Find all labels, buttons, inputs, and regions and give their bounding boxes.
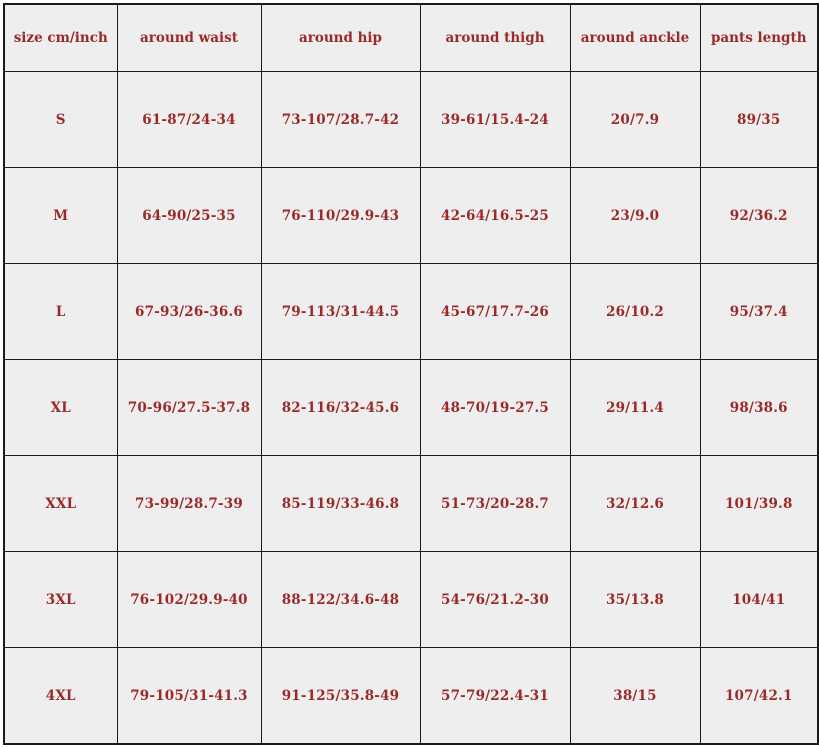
waist-cell: 67-93/26-36.6	[117, 264, 261, 360]
header-size: size cm/inch	[4, 4, 117, 72]
header-waist: around waist	[117, 4, 261, 72]
pants-length-cell: 107/42.1	[700, 648, 818, 745]
table-row	[4, 264, 818, 360]
thigh-cell: 57-79/22.4-31	[420, 648, 570, 745]
pants-length-cell: 101/39.8	[700, 456, 818, 552]
thigh-cell: 45-67/17.7-26	[420, 264, 570, 360]
ankle-cell: 38/15	[570, 648, 700, 745]
ankle-cell: 32/12.6	[570, 456, 700, 552]
header-pants-length: pants length	[700, 4, 818, 72]
ankle-cell: 26/10.2	[570, 264, 700, 360]
waist-cell: 73-99/28.7-39	[117, 456, 261, 552]
thigh-cell: 42-64/16.5-25	[420, 168, 570, 264]
size-label: XXL	[4, 456, 117, 552]
table-row	[4, 648, 818, 745]
waist-cell: 64-90/25-35	[117, 168, 261, 264]
thigh-cell: 48-70/19-27.5	[420, 360, 570, 456]
thigh-cell: 51-73/20-28.7	[420, 456, 570, 552]
header-hip: around hip	[261, 4, 420, 72]
waist-cell: 70-96/27.5-37.8	[117, 360, 261, 456]
size-label: XL	[4, 360, 117, 456]
table-row	[4, 456, 818, 552]
thigh-cell: 54-76/21.2-30	[420, 552, 570, 648]
table-row	[4, 168, 818, 264]
ankle-cell: 35/13.8	[570, 552, 700, 648]
pants-length-cell: 98/38.6	[700, 360, 818, 456]
table-row	[4, 360, 818, 456]
ankle-cell: 29/11.4	[570, 360, 700, 456]
pants-length-cell: 89/35	[700, 72, 818, 168]
waist-cell: 76-102/29.9-40	[117, 552, 261, 648]
hip-cell: 76-110/29.9-43	[261, 168, 420, 264]
thigh-cell: 39-61/15.4-24	[420, 72, 570, 168]
hip-cell: 91-125/35.8-49	[261, 648, 420, 745]
size-label: 3XL	[4, 552, 117, 648]
hip-cell: 73-107/28.7-42	[261, 72, 420, 168]
hip-cell: 82-116/32-45.6	[261, 360, 420, 456]
waist-cell: 79-105/31-41.3	[117, 648, 261, 745]
pants-length-cell: 92/36.2	[700, 168, 818, 264]
pants-length-cell: 95/37.4	[700, 264, 818, 360]
table-row	[4, 72, 818, 168]
size-label: M	[4, 168, 117, 264]
header-ankle: around anckle	[570, 4, 700, 72]
hip-cell: 79-113/31-44.5	[261, 264, 420, 360]
hip-cell: 85-119/33-46.8	[261, 456, 420, 552]
waist-cell: 61-87/24-34	[117, 72, 261, 168]
ankle-cell: 23/9.0	[570, 168, 700, 264]
size-label: 4XL	[4, 648, 117, 745]
table-row	[4, 552, 818, 648]
header-thigh: around thigh	[420, 4, 570, 72]
pants-length-cell: 104/41	[700, 552, 818, 648]
ankle-cell: 20/7.9	[570, 72, 700, 168]
hip-cell: 88-122/34.6-48	[261, 552, 420, 648]
header-row	[4, 4, 818, 72]
size-chart-table	[3, 3, 819, 745]
size-label: L	[4, 264, 117, 360]
size-label: S	[4, 72, 117, 168]
